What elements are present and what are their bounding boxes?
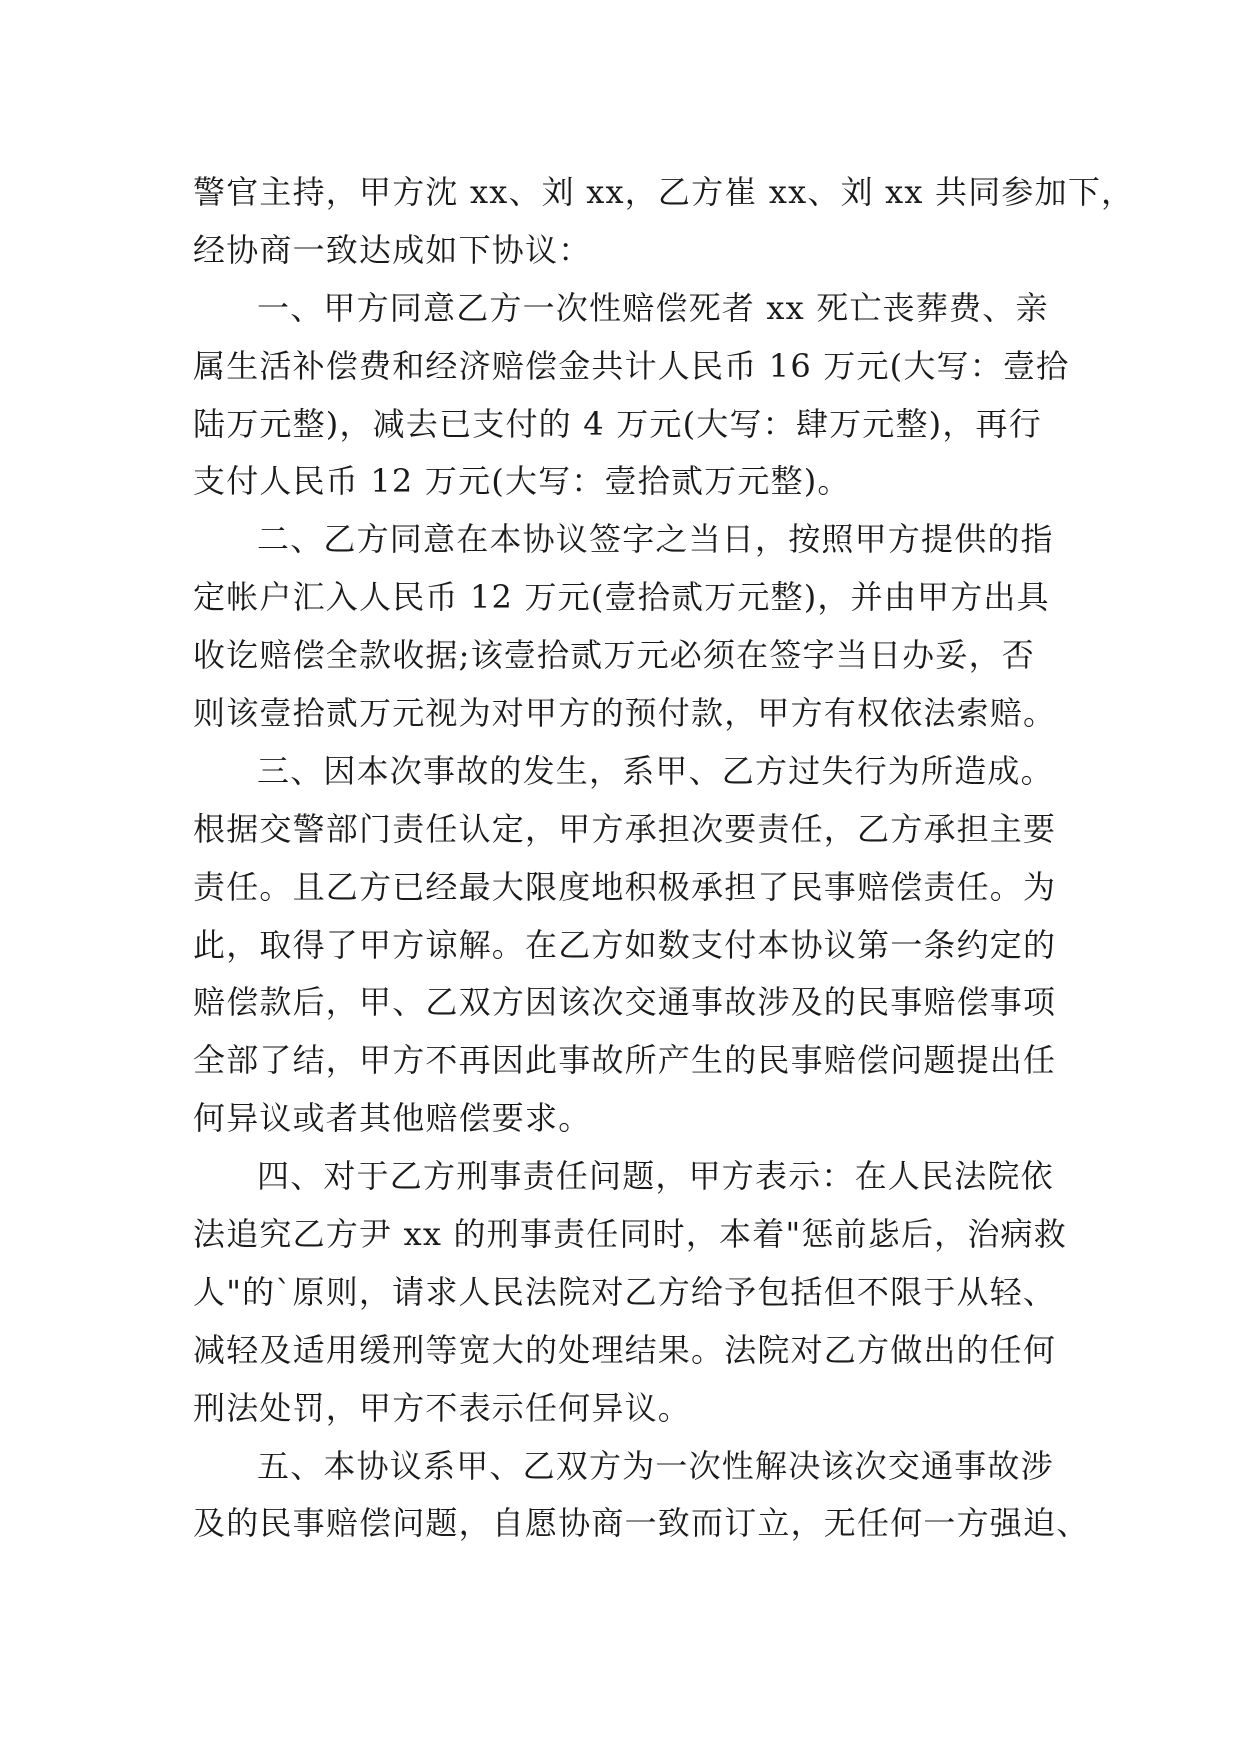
- text-line: 陆万元整)，减去已支付的 4 万元(大写：肆万元整)，再行: [193, 404, 1042, 443]
- paragraph-start-line: 五、本协议系甲、乙双方为一次性解决该次交通事故涉: [257, 1446, 1054, 1485]
- text-line: 责任。且乙方已经最大限度地积极承担了民事赔偿责任。为: [193, 867, 1057, 906]
- text-line: 全部了结，甲方不再因此事故所产生的民事赔偿问题提出任: [193, 1041, 1057, 1080]
- paragraph-start-line: 二、乙方同意在本协议签字之当日，按照甲方提供的指: [257, 520, 1054, 559]
- text-line: 根据交警部门责任认定，甲方承担次要责任，乙方承担主要: [193, 809, 1057, 848]
- text-line: 此，取得了甲方谅解。在乙方如数支付本协议第一条约定的: [193, 925, 1057, 964]
- text-line: 何异议或者其他赔偿要求。: [193, 1099, 592, 1138]
- text-line: 经协商一致达成如下协议：: [193, 230, 592, 269]
- text-line: 赔偿款后，甲、乙双方因该次交通事故涉及的民事赔偿事项: [193, 983, 1057, 1022]
- text-line: 法追究乙方尹 xx 的刑事责任同时，本着"惩前毖后，治病救: [193, 1215, 1067, 1254]
- text-line: 刑法处罚，甲方不表示任何异议。: [193, 1388, 692, 1427]
- document-body: [193, 164, 1135, 1553]
- text-line: 属生活补偿费和经济赔偿金共计人民币 16 万元(大写：壹拾: [193, 346, 1070, 385]
- text-line: 警官主持，甲方沈 xx、刘 xx，乙方崔 xx、刘 xx 共同参加下，: [193, 173, 1135, 211]
- paragraph-start-line: 一、甲方同意乙方一次性赔偿死者 xx 死亡丧葬费、亲: [257, 288, 1049, 327]
- text-line: 则该壹拾贰万元视为对甲方的预付款，甲方有权依法索赔。: [193, 694, 1057, 733]
- text-line: 定帐户汇入人民币 12 万元(壹拾贰万元整)，并由甲方出具: [193, 578, 1050, 617]
- text-line: 人"的`原则，请求人民法院对乙方给予包括但不限于从轻、: [193, 1272, 1057, 1311]
- text-line: 收讫赔偿全款收据;该壹拾贰万元必须在签字当日办妥，否: [193, 636, 1035, 675]
- paragraph-start-line: 四、对于乙方刑事责任问题，甲方表示：在人民法院依: [257, 1157, 1054, 1196]
- paragraph-start-line: 三、因本次事故的发生，系甲、乙方过失行为所造成。: [257, 751, 1054, 790]
- text-line: 减轻及适用缓刑等宽大的处理结果。法院对乙方做出的任何: [193, 1330, 1057, 1369]
- text-line: 及的民事赔偿问题，自愿协商一致而订立，无任何一方强迫、: [193, 1504, 1090, 1543]
- text-line: 支付人民币 12 万元(大写：壹拾贰万元整)。: [193, 462, 851, 501]
